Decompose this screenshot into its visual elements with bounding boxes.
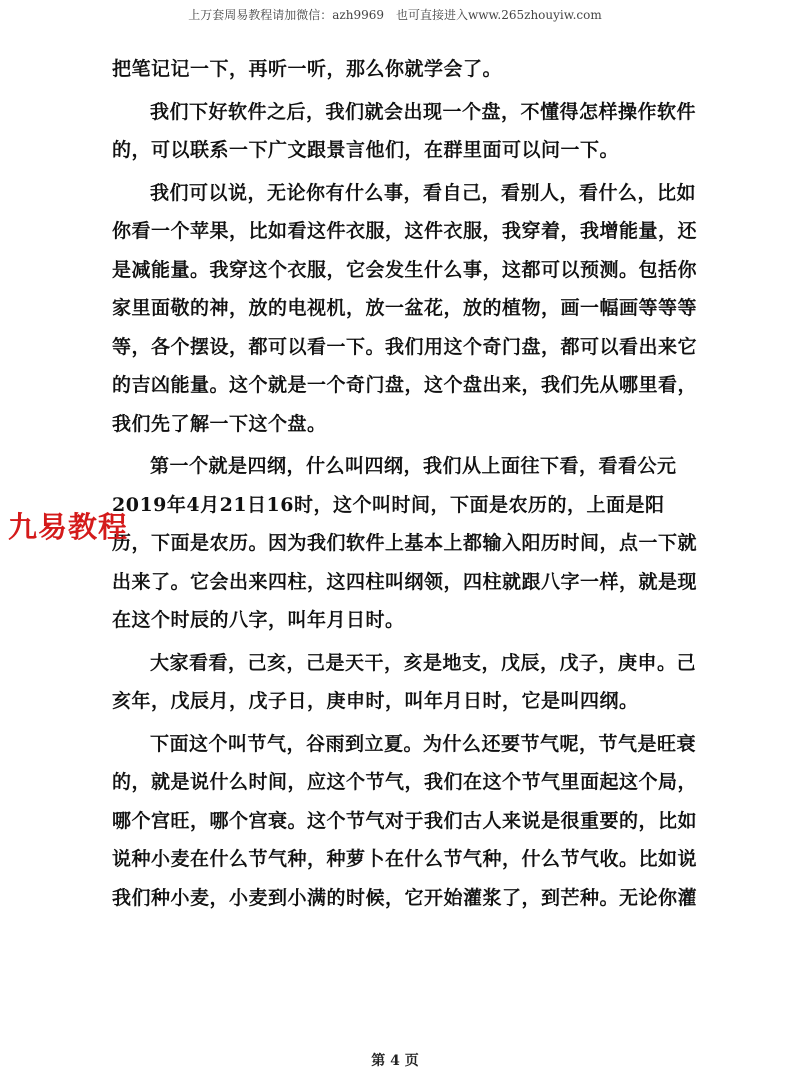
header-contact-text: 上万套周易教程请加微信：azh9969 (188, 8, 385, 22)
page-header (0, 6, 790, 23)
header-site-text: 也可直接进入www.265zhouyiw.com (396, 8, 602, 22)
paragraph-3: 我们可以说，无论你有什么事，看自己，看别人，看什么，比如你看一个苹果，比如看这件衣服，这件衣服，我穿着，我增能量，还是减能量。我穿这个衣服，它会发生什么事，这都可以预测。包括你家里面敬的神，放的电视机，放一盆花，放的植物，画一幅画等等等等，各个摆设，都可以看一下。我们用这个奇门盘，都可以看出来它的吉凶能量。这个就是一个奇门盘，这个盘出来，我们先从哪里看，我们先了解一下这个盘。 (112, 181, 698, 435)
paragraph-4: 第一个就是四纲，什么叫四纲，我们从上面往下看，看看公元2019年4月21日16时，这个叫时间，下面是农历的，上面是阳历，下面是农历。因为我们软件上基本上都输入阳历时间，点一下就出来了。它会出来四柱，这四柱叫纲领，四柱就跟八字一样，就是现在这个时辰的八字，叫年月日时。 (112, 455, 698, 631)
document-body (112, 50, 702, 917)
paragraph-2: 我们下好软件之后，我们就会出现一个盘，不懂得怎样操作软件的，可以联系一下广文跟景言他们，在群里面可以问一下。 (112, 100, 697, 161)
watermark-logo: 九易教程 (8, 510, 129, 544)
paragraph-5: 大家看看，己亥，己是天干，亥是地支，戊辰，戊子，庚申。己亥年，戊辰月，戊子日，庚申时，叫年月日时，它是叫四纲。 (112, 651, 697, 712)
paragraph-6: 下面这个叫节气，谷雨到立夏。为什么还要节气呢，节气是旺衰的，就是说什么时间，应这个节气，我们在这个节气里面起这个局，哪个宫旺，哪个宫衰。这个节气对于我们古人来说是很重要的，比如说种小麦在什么节气种，种萝卜在什么节气种，什么节气收。比如说我们种小麦，小麦到小满的时候，它开始灌浆了，到芒种。无论你灌 (112, 732, 698, 909)
paragraph-1: 把笔记记一下，再听一听，那么你就学会了。 (112, 58, 503, 80)
page-number: 第 4 页 (371, 1053, 419, 1069)
